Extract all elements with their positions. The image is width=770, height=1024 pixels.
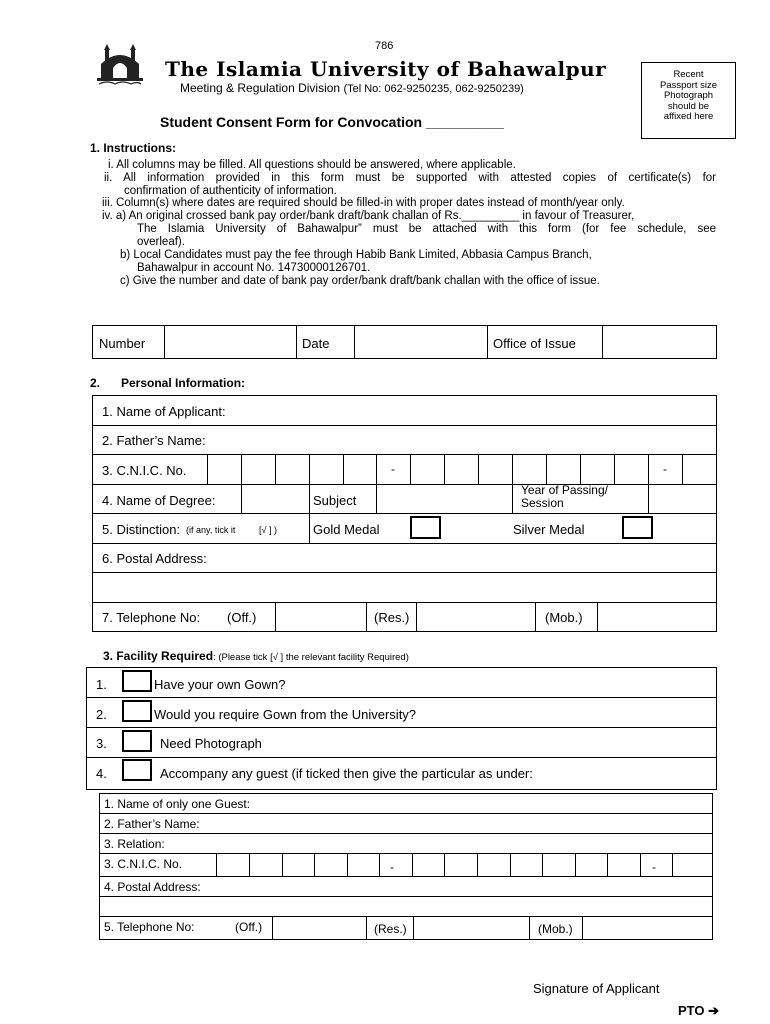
guest-postal-field[interactable]: [101, 898, 711, 915]
guest-relation-field[interactable]: [180, 835, 711, 852]
facility-item-label: Need Photograph: [160, 736, 262, 751]
division-line: [180, 81, 524, 95]
instruction-item: b) Local Candidates must pay the fee through Habib Bank Limited, Abbasia Campus Branch,: [120, 249, 592, 261]
guest-checkbox[interactable]: [122, 759, 152, 781]
instruction-item: confirmation of authenticity of information.: [124, 185, 337, 197]
telephone-label: 7. Telephone No:: [102, 610, 201, 625]
payment-date-field[interactable]: [356, 327, 486, 357]
payment-number-label: Number: [99, 336, 146, 351]
cnic-dash: -: [663, 462, 667, 476]
own-gown-checkbox[interactable]: [122, 670, 152, 692]
photograph-checkbox[interactable]: [122, 730, 152, 752]
personal-heading: Personal Information:: [121, 376, 246, 390]
telephone-mob-label: (Mob.): [545, 610, 583, 625]
instruction-item: c) Give the number and date of bank pay order/bank draft/bank challan with the office of issue.: [120, 275, 600, 287]
personal-heading-number: 2.: [90, 376, 101, 390]
facility-note: : (Please tick [√ ] the relevant facility Required): [213, 652, 409, 663]
form-title: Student Consent Form for Convocation __________: [160, 114, 504, 130]
facility-item-label: Have your own Gown?: [154, 677, 286, 692]
facility-item-number: 2.: [96, 707, 107, 722]
guest-telephone-res-field[interactable]: [415, 918, 528, 939]
cnic-label: 3. C.N.I.C. No.: [102, 463, 187, 478]
instruction-item: ii. All information provided in this form must be supported with attested copies of certificate(s) for: [104, 172, 716, 184]
pto-label: PTO ➔: [678, 1003, 719, 1018]
guest-cnic-dash: -: [652, 860, 656, 874]
instructions-heading: 1. Instructions:: [90, 141, 177, 155]
instruction-item: i. All columns may be filled. All questions should be answered, where applicable.: [108, 159, 516, 171]
instruction-item: overleaf).: [137, 236, 185, 248]
telephone-mob-field[interactable]: [599, 604, 715, 631]
payment-office-label: Office of Issue: [493, 336, 576, 351]
telephone-res-label: (Res.): [374, 610, 410, 625]
applicant-name-field[interactable]: [240, 397, 715, 424]
year-field[interactable]: [650, 486, 715, 512]
photo-box-line: Photograph: [663, 90, 714, 101]
guest-cnic-dash: -: [390, 860, 394, 874]
guest-telephone-off-field[interactable]: [274, 918, 365, 939]
instruction-item: The Islamia University of Bahawalpur” must be attached with this form (for fee schedule, see: [137, 223, 716, 235]
guest-cnic-field[interactable]: [217, 855, 711, 875]
distinction-mark: [√ ] ): [259, 525, 277, 535]
facility-heading: 3. Facility Required: [103, 649, 214, 663]
division-tel: (Tel No: 062-9250235, 062-9250239): [343, 83, 524, 95]
guest-cnic-label: 3. C.N.I.C. No.: [104, 857, 183, 871]
telephone-off-field[interactable]: [277, 604, 365, 631]
guest-telephone-off-label: (Off.): [235, 920, 263, 934]
guest-father-field[interactable]: [215, 815, 711, 832]
payment-office-field[interactable]: [604, 327, 716, 357]
year-label: Year of Passing/: [521, 483, 608, 497]
subject-field[interactable]: [378, 486, 511, 512]
payment-date-label: Date: [302, 336, 330, 351]
distinction-label: 5. Distinction:: [102, 522, 181, 537]
guest-telephone-mob-field[interactable]: [584, 918, 711, 939]
facility-item-label: Would you require Gown from the University?: [154, 707, 417, 722]
postal-address-field[interactable]: [94, 574, 715, 601]
silver-medal-label: Silver Medal: [513, 522, 585, 537]
payment-number-field[interactable]: [166, 327, 295, 357]
gold-medal-label: Gold Medal: [313, 522, 380, 537]
father-name-field[interactable]: [220, 427, 715, 453]
facility-item-number: 4.: [96, 766, 107, 781]
university-logo-icon: [93, 42, 147, 86]
guest-telephone-res-label: (Res.): [374, 922, 407, 936]
guest-postal-label: 4. Postal Address:: [104, 880, 201, 894]
guest-relation-label: 3. Relation:: [104, 837, 165, 851]
guest-name-field[interactable]: [270, 795, 711, 812]
postal-address-label: 6. Postal Address:: [102, 551, 207, 566]
telephone-off-label: (Off.): [227, 610, 257, 625]
cnic-field[interactable]: [208, 456, 715, 483]
university-name: The Islamia University of Bahawalpur: [165, 57, 607, 81]
applicant-name-label: 1. Name of Applicant:: [102, 404, 226, 419]
facility-item-number: 3.: [96, 736, 107, 751]
signature-label: Signature of Applicant: [533, 981, 660, 996]
instruction-item: Bahawalpur in account No. 14730000126701.: [137, 262, 371, 274]
facility-heading-line: [103, 649, 409, 663]
session-label: Session: [521, 496, 564, 510]
photo-box-line: affixed here: [663, 111, 714, 122]
photo-box-line: Passport size: [659, 79, 718, 91]
degree-label: 4. Name of Degree:: [102, 493, 216, 508]
facility-item-number: 1.: [96, 677, 107, 692]
gold-medal-checkbox[interactable]: [410, 516, 441, 539]
header-number: 786: [375, 40, 394, 52]
telephone-res-field[interactable]: [418, 604, 534, 631]
university-gown-checkbox[interactable]: [122, 700, 152, 722]
division-name: Meeting & Regulation Division: [180, 81, 341, 95]
instruction-item: iv. a) An original crossed bank pay order/bank draft/bank challan of Rs._________ in favour of Treasurer,: [102, 210, 635, 222]
guest-telephone-mob-label: (Mob.): [538, 922, 573, 936]
father-name-label: 2. Father’s Name:: [102, 433, 206, 448]
photo-box: [641, 62, 736, 139]
subject-label: Subject: [313, 493, 357, 508]
instruction-item: iii. Column(s) where dates are required should be filled-in with proper dates instead of month/year only.: [102, 197, 625, 209]
distinction-note: (if any, tick it: [186, 525, 236, 535]
photo-box-line: Recent: [673, 69, 704, 80]
guest-name-label: 1. Name of only one Guest:: [104, 797, 251, 811]
guest-father-label: 2. Father’s Name:: [104, 817, 200, 831]
silver-medal-checkbox[interactable]: [622, 516, 653, 539]
photo-box-line: should be: [667, 100, 710, 112]
guest-telephone-label: 5. Telephone No:: [104, 920, 195, 934]
degree-field[interactable]: [243, 486, 308, 512]
cnic-dash: -: [391, 462, 395, 476]
facility-item-label: Accompany any guest (if ticked then give the particular as under:: [160, 766, 533, 781]
